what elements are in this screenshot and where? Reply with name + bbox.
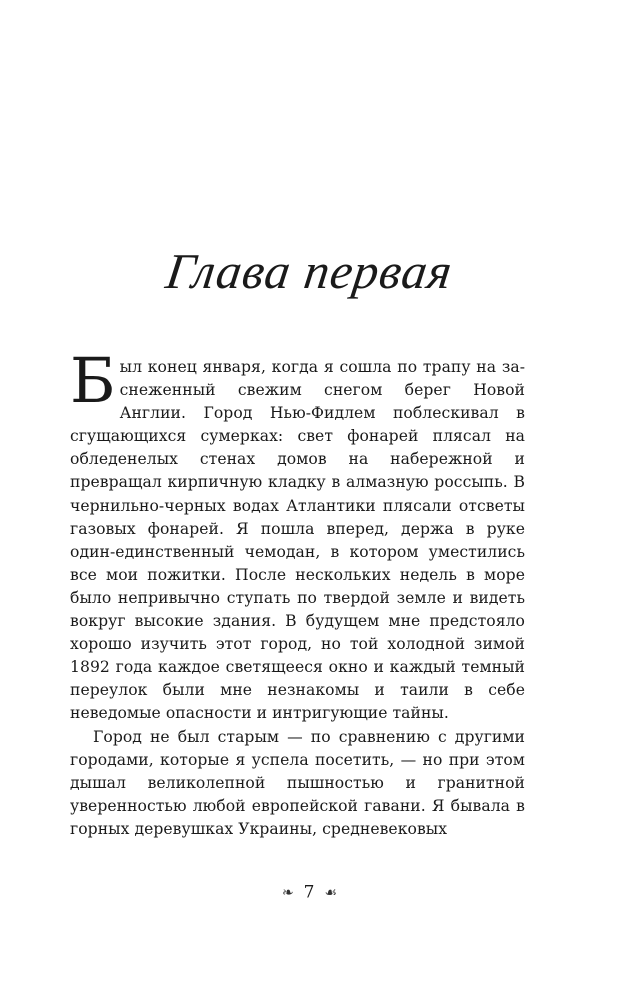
drop-cap: Б: [70, 344, 116, 417]
page-number: 7: [303, 882, 315, 903]
ornament-left-icon: ❧: [281, 884, 294, 901]
paragraph-1-text: ыл конец января, когда я сошла по трапу на заснеженный свежим снегом берег Новой Англии. Город Нью-Фидлем поблескивал в сгущающихся сумерках: свет фонарей плясал на обледенелых стенах домов на набережной и превращал кирпичную кладку в алмазную россыпь. В чернильно-черных водах Атлантики плясали отсветы газовых фонарей. Я пошла вперед, держа в руке один-единственный чемодан, в котором уместились все мои пожитки. После нескольких недель в море было непривычно ступать по твердой земле и видеть вокруг высокие здания. В будущем мне предстояло хорошо изучить этот город, но той холодной зимой 1892 года каждое светящееся окно и каждый темный переулок были мне незнакомы и таили в себе неведомые опасности и интригующие тайны.: [70, 358, 525, 723]
body-text: [70, 344, 525, 841]
paragraph-2: Город не был старым — по сравнению с другими городами, которые я успела посетить, — но при этом дышал великолепной пышностью и гранитной уверенностью любой европейской гавани. Я бывала в горных деревушках Украины, средневековых: [70, 727, 525, 838]
ornament-right-icon: ☙: [324, 884, 338, 901]
chapter-title: Глава первая: [162, 243, 457, 299]
paragraph-1: [70, 344, 525, 726]
page-footer: [0, 880, 619, 905]
